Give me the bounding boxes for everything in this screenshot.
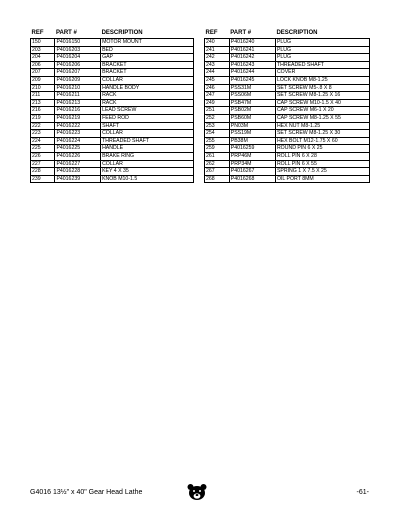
cell-part-number: P4016211 xyxy=(55,92,101,100)
cell-part-number: P4016207 xyxy=(55,69,101,77)
cell-ref: 252 xyxy=(205,114,230,122)
cell-description: THREADED SHAFT xyxy=(101,137,194,145)
cell-description: SHAFT xyxy=(101,122,194,130)
table-row xyxy=(31,130,194,138)
cell-ref: 228 xyxy=(31,168,55,176)
cell-part-number: P4016245 xyxy=(229,76,275,84)
cell-part-number: P4016267 xyxy=(229,168,275,176)
cell-description: THREADED SHAFT xyxy=(275,61,369,69)
cell-part-number: P4016206 xyxy=(55,61,101,69)
cell-part-number: PN03M xyxy=(229,122,275,130)
cell-description: COVER xyxy=(275,69,369,77)
cell-description: GAP xyxy=(101,54,194,62)
cell-description: KEY 4 X 35 xyxy=(101,168,194,176)
cell-ref: 253 xyxy=(205,122,230,130)
cell-ref: 203 xyxy=(31,46,55,54)
cell-part-number: P4016204 xyxy=(55,54,101,62)
table-row xyxy=(205,145,370,153)
page-number: -61- xyxy=(356,489,369,496)
cell-part-number: PSB60M xyxy=(229,114,275,122)
cell-part-number: P4016222 xyxy=(55,122,101,130)
cell-part-number: P4016210 xyxy=(55,84,101,92)
cell-part-number: P4016226 xyxy=(55,152,101,160)
cell-description: HEX BOLT M12-1.75 X 60 xyxy=(275,137,369,145)
cell-ref: 239 xyxy=(31,175,55,183)
cell-part-number: P4016219 xyxy=(55,114,101,122)
cell-ref: 245 xyxy=(205,76,230,84)
cell-ref: 213 xyxy=(31,99,55,107)
cell-part-number: P4016224 xyxy=(55,137,101,145)
table-row xyxy=(205,99,370,107)
cell-ref: 255 xyxy=(205,137,230,145)
cell-part-number: PSS19M xyxy=(229,130,275,138)
cell-part-number: P4016240 xyxy=(229,39,275,47)
parts-table-right xyxy=(204,30,370,183)
table-header-row xyxy=(205,30,370,39)
cell-part-number: PSS31M xyxy=(229,84,275,92)
cell-ref: 246 xyxy=(205,84,230,92)
table-row xyxy=(205,122,370,130)
table-row xyxy=(205,46,370,54)
cell-description: MOTOR MOUNT xyxy=(101,39,194,47)
table-row xyxy=(31,76,194,84)
table-row xyxy=(205,61,370,69)
cell-description: CAP SCREW M10-1.5 X 40 xyxy=(275,99,369,107)
cell-ref: 268 xyxy=(205,175,230,183)
cell-part-number: PRP34M xyxy=(229,160,275,168)
parts-table-right-wrap xyxy=(204,30,370,183)
table-row xyxy=(205,114,370,122)
parts-table-right-body xyxy=(205,39,370,183)
cell-ref: 241 xyxy=(205,46,230,54)
cell-description: ROLL PIN 6 X 55 xyxy=(275,160,369,168)
cell-description: COLLAR xyxy=(101,160,194,168)
parts-table-left-body xyxy=(31,39,194,183)
cell-description: SET SCREW M8-1.25 X 16 xyxy=(275,92,369,100)
header-ref: REF xyxy=(31,30,44,37)
table-row xyxy=(31,145,194,153)
cell-ref: 210 xyxy=(31,84,55,92)
cell-ref: 242 xyxy=(205,54,230,62)
cell-ref: 227 xyxy=(31,160,55,168)
cell-description: PLUG xyxy=(275,46,369,54)
table-row xyxy=(205,175,370,183)
cell-ref: 267 xyxy=(205,168,230,176)
cell-ref: 206 xyxy=(31,61,55,69)
cell-description: COLLAR xyxy=(101,76,194,84)
table-row xyxy=(205,84,370,92)
cell-ref: 249 xyxy=(205,99,230,107)
table-row xyxy=(205,76,370,84)
cell-description: BRACKET xyxy=(101,61,194,69)
table-row xyxy=(205,107,370,115)
cell-ref: 225 xyxy=(31,145,55,153)
cell-description: RACK xyxy=(101,99,194,107)
cell-part-number: PSS06M xyxy=(229,92,275,100)
table-row xyxy=(31,122,194,130)
cell-description: OIL PORT 8MM xyxy=(275,175,369,183)
bear-logo-icon xyxy=(186,483,208,501)
cell-ref: 222 xyxy=(31,122,55,130)
cell-description: KNOB M10-1.5 xyxy=(101,175,194,183)
table-row xyxy=(31,152,194,160)
table-row xyxy=(31,46,194,54)
cell-description: SPRING 1 X 7.5 X 25 xyxy=(275,168,369,176)
cell-ref: 219 xyxy=(31,114,55,122)
cell-description: PLUG xyxy=(275,39,369,47)
cell-part-number: P4016268 xyxy=(229,175,275,183)
cell-ref: 261 xyxy=(205,152,230,160)
table-row xyxy=(31,175,194,183)
cell-part-number: P4016228 xyxy=(55,168,101,176)
cell-description: CAP SCREW M8-1.25 X 55 xyxy=(275,114,369,122)
cell-ref: 243 xyxy=(205,61,230,69)
cell-part-number: P4016241 xyxy=(229,46,275,54)
cell-part-number: P4016209 xyxy=(55,76,101,84)
cell-ref: 254 xyxy=(205,130,230,138)
table-header-row xyxy=(31,30,194,39)
cell-part-number: P4016259 xyxy=(229,145,275,153)
header-description: DESCRIPTION xyxy=(276,30,318,37)
cell-part-number: P4016244 xyxy=(229,69,275,77)
table-row xyxy=(31,137,194,145)
cell-description: ROUND PIN 6 X 25 xyxy=(275,145,369,153)
table-row xyxy=(205,137,370,145)
cell-part-number: PB38M xyxy=(229,137,275,145)
cell-ref: 224 xyxy=(31,137,55,145)
cell-ref: 209 xyxy=(31,76,55,84)
cell-ref: 226 xyxy=(31,152,55,160)
cell-ref: 207 xyxy=(31,69,55,77)
cell-description: BED xyxy=(101,46,194,54)
parts-table-left-wrap xyxy=(30,30,194,183)
cell-ref: 262 xyxy=(205,160,230,168)
header-ref: REF xyxy=(205,30,218,37)
table-row xyxy=(205,54,370,62)
cell-part-number: P4016150 xyxy=(55,39,101,47)
table-row xyxy=(205,130,370,138)
header-part: PART # xyxy=(230,30,252,37)
cell-description: ROLL PIN 6 X 28 xyxy=(275,152,369,160)
cell-ref: 211 xyxy=(31,92,55,100)
cell-part-number: PSB02M xyxy=(229,107,275,115)
cell-part-number: P4016216 xyxy=(55,107,101,115)
cell-description: LEAD SCREW xyxy=(101,107,194,115)
cell-description: COLLAR xyxy=(101,130,194,138)
table-row xyxy=(31,168,194,176)
cell-description: HEX NUT M8-1.25 xyxy=(275,122,369,130)
cell-description: LOCK KNOB M8-1.25 xyxy=(275,76,369,84)
footer-title: G4016 13½" x 40" Gear Head Lathe xyxy=(30,489,143,496)
cell-ref: 204 xyxy=(31,54,55,62)
cell-part-number: P4016225 xyxy=(55,145,101,153)
parts-table-left xyxy=(30,30,194,183)
cell-ref: 240 xyxy=(205,39,230,47)
cell-ref: 251 xyxy=(205,107,230,115)
table-row xyxy=(205,92,370,100)
table-row xyxy=(31,54,194,62)
cell-description: SET SCREW M5-.8 X 8 xyxy=(275,84,369,92)
cell-description: HANDLE xyxy=(101,145,194,153)
cell-part-number: P4016243 xyxy=(229,61,275,69)
cell-description: SET SCREW M8-1.25 X 30 xyxy=(275,130,369,138)
cell-part-number: P4016227 xyxy=(55,160,101,168)
table-row xyxy=(31,99,194,107)
table-row xyxy=(31,114,194,122)
cell-description: PLUG xyxy=(275,54,369,62)
cell-part-number: P4016203 xyxy=(55,46,101,54)
cell-ref: 259 xyxy=(205,145,230,153)
cell-ref: 247 xyxy=(205,92,230,100)
table-row xyxy=(205,39,370,47)
table-row xyxy=(31,69,194,77)
cell-part-number: P4016223 xyxy=(55,130,101,138)
cell-ref: 244 xyxy=(205,69,230,77)
table-row xyxy=(31,84,194,92)
cell-ref: 150 xyxy=(31,39,55,47)
cell-part-number: P4016239 xyxy=(55,175,101,183)
table-row xyxy=(31,61,194,69)
cell-ref: 216 xyxy=(31,107,55,115)
table-row xyxy=(31,160,194,168)
header-part: PART # xyxy=(55,30,77,37)
table-row xyxy=(205,152,370,160)
cell-ref: 223 xyxy=(31,130,55,138)
header-description: DESCRIPTION xyxy=(101,30,143,37)
cell-part-number: P4016242 xyxy=(229,54,275,62)
cell-description: HANDLE BODY xyxy=(101,84,194,92)
cell-description: BRACKET xyxy=(101,69,194,77)
cell-description: BRAKE RING xyxy=(101,152,194,160)
table-row xyxy=(205,168,370,176)
table-row xyxy=(205,160,370,168)
table-row xyxy=(31,107,194,115)
cell-description: FEED ROD xyxy=(101,114,194,122)
cell-part-number: P4016213 xyxy=(55,99,101,107)
cell-part-number: PRP46M xyxy=(229,152,275,160)
cell-description: CAP SCREW M6-1 X 20 xyxy=(275,107,369,115)
table-row xyxy=(205,69,370,77)
cell-description: RACK xyxy=(101,92,194,100)
table-row xyxy=(31,92,194,100)
table-row xyxy=(31,39,194,47)
cell-part-number: PSB47M xyxy=(229,99,275,107)
